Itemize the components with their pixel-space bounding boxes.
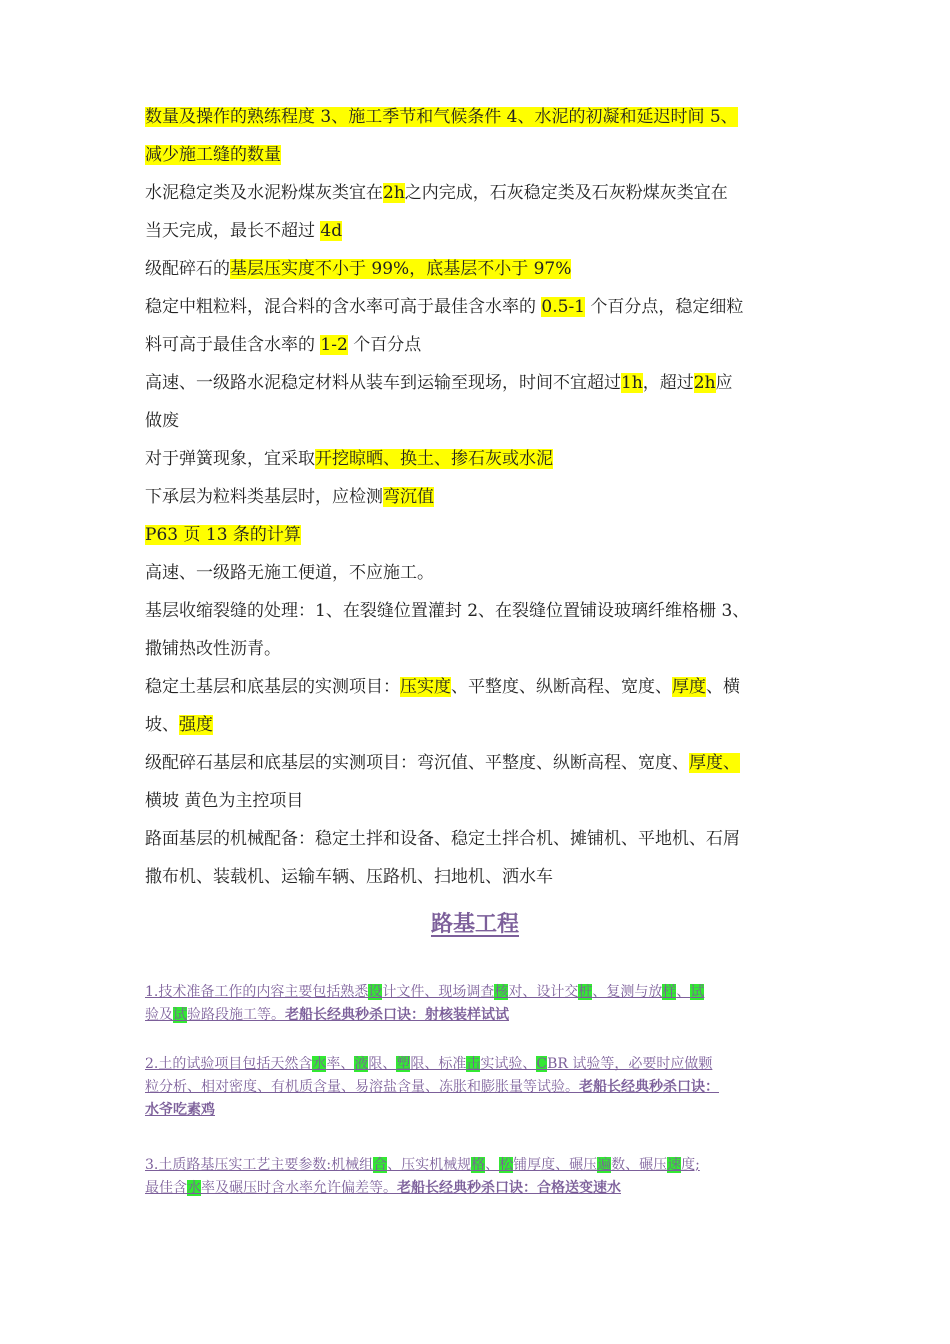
note-line — [145, 98, 820, 136]
highlighted-text: 厚度、 — [689, 753, 740, 773]
question-item[interactable] — [145, 1154, 820, 1200]
note-line — [145, 782, 820, 820]
green-highlight: 桩 — [578, 984, 593, 1000]
note-line — [145, 668, 820, 706]
question-text: 实试验、 — [480, 1056, 537, 1072]
mnemonic-text: 老船长经典秒杀口诀： — [579, 1079, 719, 1095]
question-text: 、复测与放 — [592, 984, 663, 1000]
note-line — [145, 402, 820, 440]
question-text: 、 — [485, 1157, 500, 1173]
text-segment: 级配碎石基层和底基层的实测项目：弯沉值、平整度、纵断高程、宽度、 — [145, 753, 689, 773]
highlighted-text: 压实度 — [400, 677, 451, 697]
note-line — [145, 706, 820, 744]
green-highlight: 液 — [354, 1056, 369, 1072]
question-text: 率、 — [326, 1056, 355, 1072]
text-segment: 稳定土基层和底基层的实测项目： — [145, 677, 400, 697]
green-highlight: 设 — [368, 984, 383, 1000]
note-line — [145, 288, 820, 326]
text-segment: 级配碎石的 — [145, 259, 230, 279]
text-segment: 撒布机、装载机、运输车辆、压路机、扫地机、洒水车 — [145, 867, 553, 887]
text-segment: 当天完成，最长不超过 — [145, 221, 321, 241]
mnemonic-text: 老船长经典秒杀口诀：射核装样试试 — [285, 1007, 509, 1023]
note-line — [145, 136, 820, 174]
mnemonic-text: 老船长经典秒杀口诀：合格送变速水 — [397, 1180, 621, 1196]
green-highlight: 核 — [494, 984, 509, 1000]
highlighted-text: 基层压实度不小于 99%，底基层不小于 97% — [230, 259, 572, 279]
text-segment: 之内完成，石灰稳定类及石灰粉煤灰类宜在 — [404, 183, 728, 203]
question-line — [145, 1177, 820, 1200]
question-text: 限、 — [368, 1056, 397, 1072]
text-segment: 横坡 黄色为主控项目 — [145, 791, 304, 811]
note-line — [145, 478, 820, 516]
highlighted-text: P63 页 13 条的计算 — [145, 525, 301, 545]
green-highlight: C — [536, 1056, 548, 1072]
green-highlight: 击 — [466, 1056, 481, 1072]
text-segment: 、横 — [706, 677, 740, 697]
note-line — [145, 554, 820, 592]
green-highlight: 样 — [662, 984, 677, 1000]
text-segment: 稳定中粗粒料，混合料的含水率可高于最佳含水率的 — [145, 297, 542, 317]
highlighted-text: 减少施工缝的数量 — [145, 145, 281, 165]
text-segment: 料可高于最佳含水率的 — [145, 335, 321, 355]
green-highlight: 松 — [499, 1157, 514, 1173]
highlighted-text: 弯沉值 — [383, 487, 434, 507]
question-text: 验路段施工等。 — [187, 1007, 285, 1023]
highlighted-text: 强度 — [179, 715, 213, 735]
mnemonic-text: 水爷吃素鸡 — [145, 1102, 215, 1118]
highlighted-text: 厚度 — [672, 677, 706, 697]
green-highlight: 合 — [373, 1157, 388, 1173]
text-segment: 撒铺热改性沥青。 — [145, 639, 281, 659]
question-text: 最佳含 — [145, 1180, 187, 1196]
green-highlight: 速 — [667, 1157, 682, 1173]
green-highlight: 塑 — [396, 1056, 411, 1072]
note-line — [145, 174, 820, 212]
section-title: 路基工程 — [430, 911, 519, 937]
note-line — [145, 592, 820, 630]
question-line — [145, 1099, 820, 1122]
text-segment: 水泥稳定类及水泥粉煤灰类宜在 — [145, 183, 383, 203]
note-line — [145, 364, 820, 402]
question-item[interactable] — [145, 981, 820, 1027]
question-text: 、压实机械规 — [387, 1157, 472, 1173]
green-highlight: 遍 — [597, 1157, 612, 1173]
highlighted-text: 2h — [383, 183, 405, 203]
question-text: 3.土质路基压实工艺主要参数:机械组 — [145, 1157, 374, 1173]
question-text: 验及 — [145, 1007, 173, 1023]
highlighted-text: 开挖晾晒、换土、掺石灰或水泥 — [315, 449, 553, 469]
notes-body — [145, 98, 820, 896]
text-segment: 个百分点 — [347, 335, 422, 355]
question-text: 2.土的试验项目包括天然含 — [145, 1056, 313, 1072]
text-segment: 高速、一级路无施工便道，不应施工。 — [145, 563, 434, 583]
question-text: 限、标准 — [410, 1056, 467, 1072]
text-segment: 、平整度、纵断高程、宽度、 — [451, 677, 672, 697]
note-line — [145, 744, 820, 782]
green-highlight: 试 — [690, 984, 705, 1000]
highlighted-text: 数量及操作的熟练程度 3、施工季节和气候条件 4、水泥的初凝和延迟时间 5、 — [145, 107, 738, 127]
question-text: 率及碾压时含水率允许偏差等。 — [201, 1180, 397, 1196]
text-segment: ，超过 — [642, 373, 694, 393]
question-text: 对、设计交 — [508, 984, 579, 1000]
text-segment: 高速、一级路水泥稳定材料从装车到运输至现场，时间不宜超过 — [145, 373, 621, 393]
note-line — [145, 630, 820, 668]
question-line — [145, 981, 820, 1004]
highlighted-text: 1h — [621, 373, 643, 393]
text-segment: 基层收缩裂缝的处理：1、在裂缝位置灌封 2、在裂缝位置铺设玻璃纤维格栅 3、 — [145, 601, 750, 621]
green-highlight: 水 — [187, 1180, 201, 1196]
question-text: 计文件、现场调查 — [382, 984, 495, 1000]
question-line — [145, 1154, 820, 1177]
text-segment: 对于弹簧现象，宜采取 — [145, 449, 315, 469]
text-segment: 应 — [715, 373, 733, 393]
highlighted-text: 0.5-1 — [541, 297, 586, 317]
green-highlight: 水 — [312, 1056, 327, 1072]
question-line — [145, 1076, 820, 1099]
text-segment: 做废 — [145, 411, 179, 431]
note-line — [145, 516, 820, 554]
note-line — [145, 440, 820, 478]
question-text: 数、碾压 — [611, 1157, 668, 1173]
note-line — [145, 326, 820, 364]
question-text: BR 试验等，必要时应做颗 — [547, 1056, 713, 1072]
note-line — [145, 858, 820, 896]
note-line — [145, 212, 820, 250]
question-text: 粒分析、相对密度、有机质含量、易溶盐含量、冻胀和膨胀量等试验。 — [145, 1079, 579, 1095]
note-line — [145, 820, 820, 858]
highlighted-text: 2h — [693, 373, 716, 393]
question-line — [145, 1004, 820, 1027]
question-text: 、 — [676, 984, 691, 1000]
green-highlight: 格 — [471, 1157, 486, 1173]
highlighted-text: 1-2 — [320, 335, 348, 355]
question-line — [145, 1053, 820, 1076]
text-segment: 路面基层的机械配备：稳定土拌和设备、稳定土拌合机、摊铺机、平地机、石屑 — [145, 829, 740, 849]
text-segment: 下承层为粒料类基层时，应检测 — [145, 487, 383, 507]
text-segment: 个百分点，稳定细粒 — [585, 297, 744, 317]
question-item[interactable] — [145, 1053, 820, 1122]
question-text: 铺厚度、碾压 — [513, 1157, 598, 1173]
highlighted-text: 4d — [320, 221, 343, 241]
text-segment: 坡、 — [145, 715, 179, 735]
green-highlight: 试 — [173, 1007, 187, 1023]
note-line — [145, 250, 820, 288]
question-text: 度; — [681, 1157, 700, 1173]
question-text: 1.技术准备工作的内容主要包括熟悉 — [145, 984, 369, 1000]
